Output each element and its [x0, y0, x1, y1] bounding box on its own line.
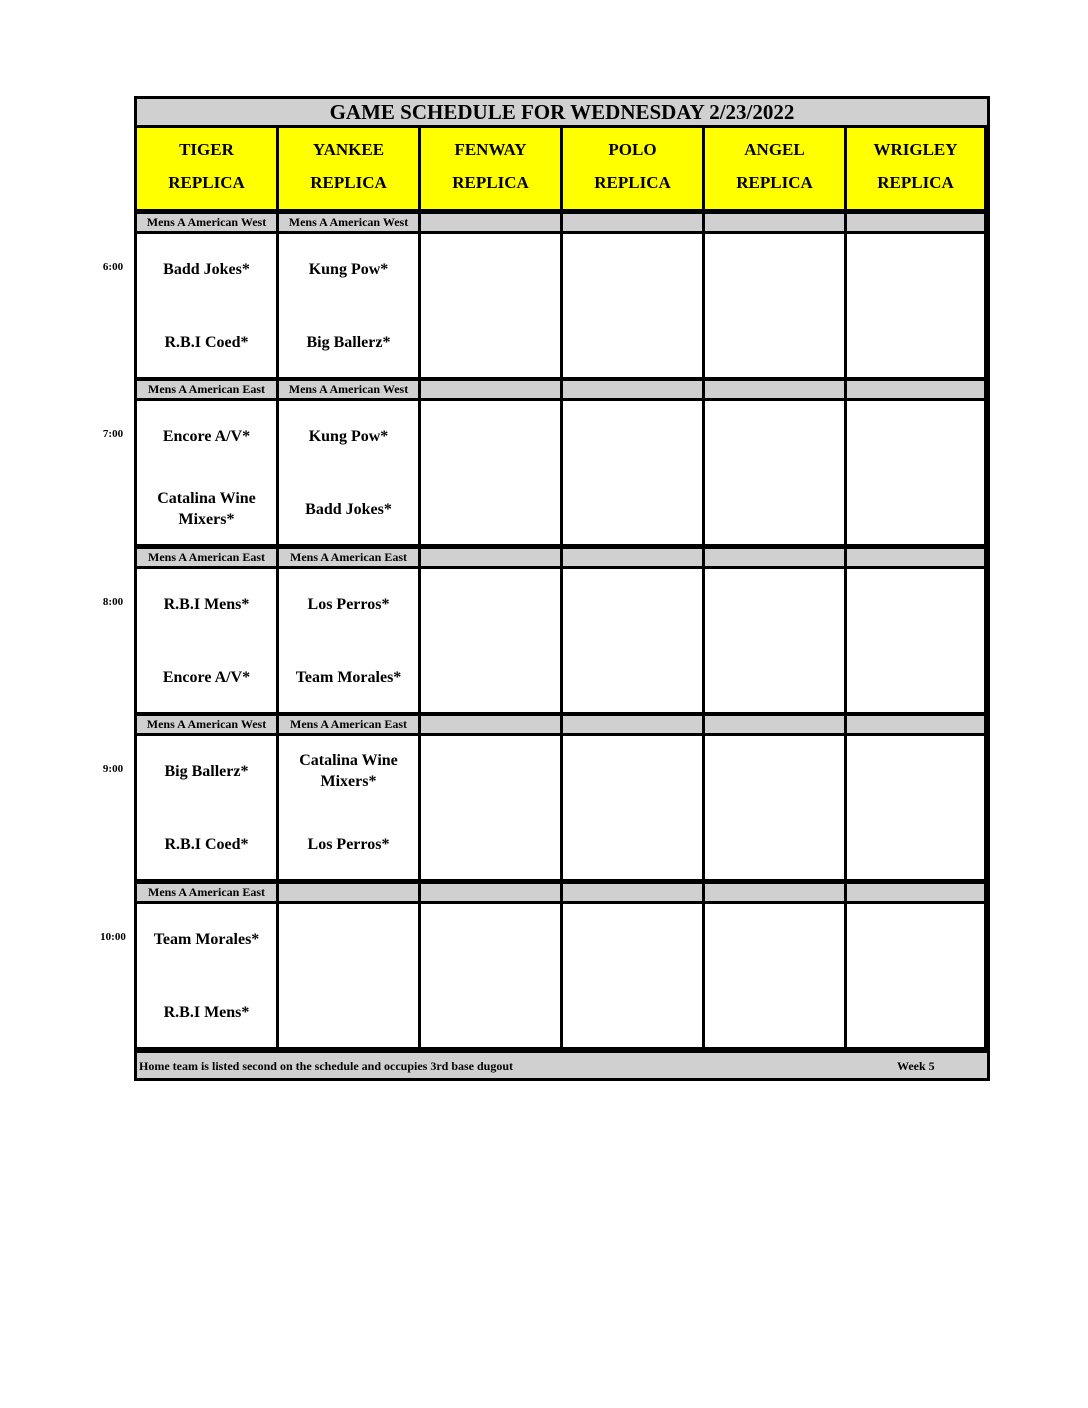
division-label	[421, 714, 563, 736]
away-team: Big Ballerz*	[164, 763, 249, 780]
game-cell	[421, 234, 563, 380]
game-cell	[421, 569, 563, 715]
division-label	[421, 212, 563, 234]
division-label	[847, 714, 987, 736]
home-team: R.B.I Mens*	[163, 1004, 250, 1021]
field-name: FENWAY	[454, 140, 527, 159]
game-cell	[279, 234, 421, 380]
home-team: Team Morales*	[295, 669, 402, 686]
game-cell	[563, 401, 705, 547]
game-cell	[137, 569, 279, 715]
schedule-sheet	[134, 96, 990, 1081]
field-header	[421, 128, 563, 212]
game-cell	[421, 736, 563, 882]
game-cell	[563, 234, 705, 380]
field-subtitle: REPLICA	[452, 173, 529, 192]
game-cell	[137, 904, 279, 1050]
away-team: Catalina Wine Mixers*	[299, 752, 398, 790]
field-header	[563, 128, 705, 212]
division-label	[847, 547, 987, 569]
game-cell	[705, 904, 847, 1050]
game-cell	[563, 736, 705, 882]
field-subtitle: REPLICA	[736, 173, 813, 192]
division-label	[705, 379, 847, 401]
home-team: Badd Jokes*	[305, 501, 392, 518]
division-label: Mens A American East	[137, 882, 279, 904]
field-name: TIGER	[179, 140, 234, 159]
schedule-title: GAME SCHEDULE FOR WEDNESDAY 2/23/2022	[137, 99, 987, 128]
field-header	[279, 128, 421, 212]
away-team: Team Morales*	[153, 931, 260, 948]
division-label: Mens A American West	[137, 714, 279, 736]
division-label	[847, 212, 987, 234]
away-team: Kung Pow*	[308, 428, 389, 445]
division-label	[421, 882, 563, 904]
division-label	[705, 212, 847, 234]
division-label	[563, 212, 705, 234]
game-cell	[847, 234, 987, 380]
division-label: Mens A American East	[137, 379, 279, 401]
division-label	[421, 547, 563, 569]
division-label	[563, 379, 705, 401]
field-name: POLO	[608, 140, 657, 159]
home-team: R.B.I Coed*	[164, 836, 249, 853]
game-cell	[847, 401, 987, 547]
home-team: Big Ballerz*	[306, 334, 391, 351]
away-team: Badd Jokes*	[163, 261, 250, 278]
division-label	[705, 547, 847, 569]
game-cell	[137, 234, 279, 380]
field-header	[705, 128, 847, 212]
game-cell	[137, 736, 279, 882]
game-cell	[563, 569, 705, 715]
game-cell	[705, 736, 847, 882]
field-name: ANGEL	[744, 140, 805, 159]
division-label	[421, 379, 563, 401]
away-team: R.B.I Mens*	[163, 596, 250, 613]
division-label: Mens A American West	[279, 212, 421, 234]
game-cell	[563, 904, 705, 1050]
game-cell	[279, 569, 421, 715]
division-label	[847, 882, 987, 904]
away-team: Los Perros*	[307, 596, 390, 613]
division-label	[847, 379, 987, 401]
game-cell	[705, 401, 847, 547]
away-team: Kung Pow*	[308, 261, 389, 278]
division-label	[563, 882, 705, 904]
field-subtitle: REPLICA	[594, 173, 671, 192]
game-cell	[847, 569, 987, 715]
game-cell	[279, 736, 421, 882]
game-cell	[137, 401, 279, 547]
home-team: Encore A/V*	[162, 669, 251, 686]
home-team: Catalina Wine Mixers*	[157, 490, 256, 528]
away-team: Encore A/V*	[162, 428, 251, 445]
division-label: Mens A American East	[137, 547, 279, 569]
division-label: Mens A American West	[279, 379, 421, 401]
time-label: 6:00	[102, 261, 124, 273]
time-label: 7:00	[102, 428, 124, 440]
time-label: 10:00	[100, 931, 126, 943]
division-label: Mens A American East	[279, 547, 421, 569]
division-label: Mens A American East	[279, 714, 421, 736]
game-cell	[421, 401, 563, 547]
division-label	[279, 882, 421, 904]
field-header	[137, 128, 279, 212]
field-subtitle: REPLICA	[168, 173, 245, 192]
field-name: WRIGLEY	[873, 140, 958, 159]
game-cell	[705, 569, 847, 715]
time-label: 9:00	[102, 763, 124, 775]
division-label	[563, 547, 705, 569]
game-cell	[847, 904, 987, 1050]
game-cell	[705, 234, 847, 380]
footer-note: Home team is listed second on the schedule and occupies 3rd base dugout	[139, 1059, 514, 1073]
field-name: YANKEE	[312, 140, 385, 159]
game-cell	[279, 904, 421, 1050]
division-label: Mens A American West	[137, 212, 279, 234]
division-label	[705, 882, 847, 904]
time-label: 8:00	[102, 596, 124, 608]
home-team: Los Perros*	[307, 836, 390, 853]
field-subtitle: REPLICA	[310, 173, 387, 192]
field-subtitle: REPLICA	[877, 173, 954, 192]
field-header	[847, 128, 987, 212]
week-label: Week 5	[897, 1059, 935, 1073]
home-team: R.B.I Coed*	[164, 334, 249, 351]
game-cell	[279, 401, 421, 547]
division-label	[705, 714, 847, 736]
game-cell	[847, 736, 987, 882]
division-label	[563, 714, 705, 736]
schedule-footer	[137, 1050, 987, 1078]
game-cell	[421, 904, 563, 1050]
